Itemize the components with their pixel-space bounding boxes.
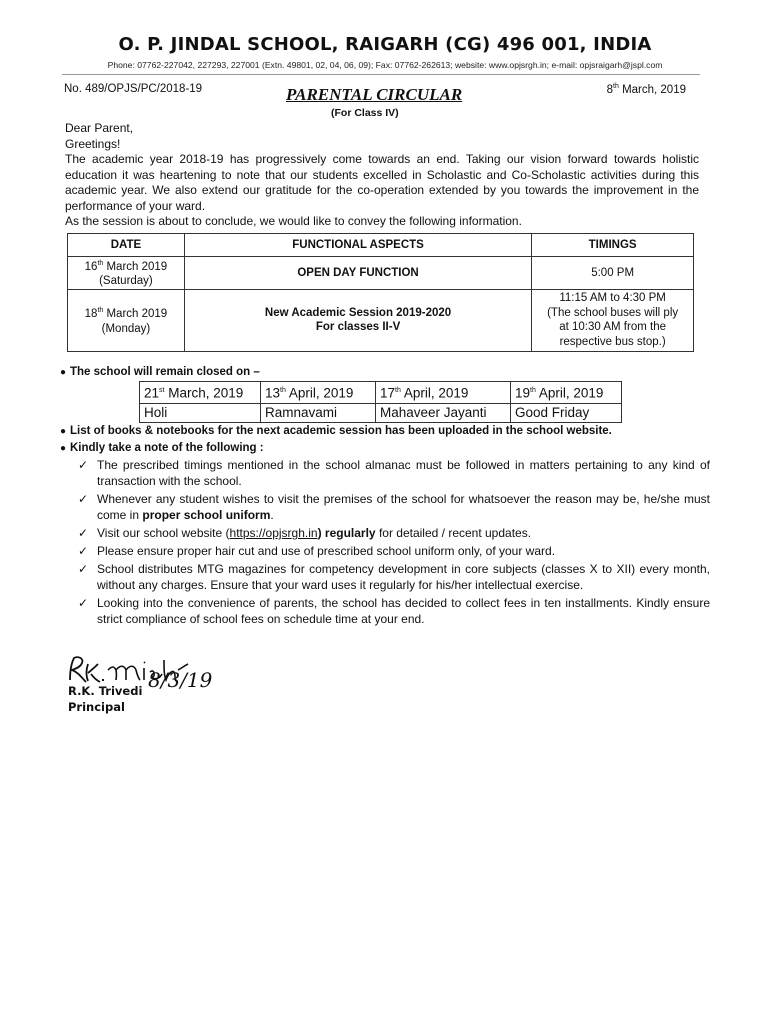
list-item: ✓ Whenever any student wishes to visit the premises of the school for whatsoever the reason may be, he/she must come in proper school uniform. bbox=[78, 492, 710, 522]
intro-sentence: As the session is about to conclude, we would like to convey the following information. bbox=[65, 214, 522, 228]
list-item: ✓ Visit our school website (https://opjsrgh.in) regularly for detailed / recent updates. bbox=[78, 526, 532, 540]
signature-date: 8/3/19 bbox=[148, 668, 213, 692]
bullet-icon: ● bbox=[60, 443, 67, 454]
notice-bullets bbox=[60, 364, 710, 381]
check-icon: ✓ bbox=[78, 458, 89, 472]
bullet-icon: ● bbox=[60, 426, 67, 437]
holiday-name: Ramnavami bbox=[261, 403, 376, 422]
school-name: O. P. JINDAL SCHOOL, RAIGARH (CG) 496 001, INDIA bbox=[118, 34, 652, 55]
list-item: ✓ Looking into the convenience of parents, the school has decided to collect fees in ten installments. Kindly ensure strict compliance of school fees on schedule time at your end. bbox=[78, 596, 710, 626]
holiday-name: Mahaveer Jayanti bbox=[376, 403, 511, 422]
row-date: 18th March 2019 (Monday) bbox=[68, 289, 185, 351]
intro-paragraph: The academic year 2018-19 has progressively come towards an end. Taking our vision forward towards holistic education it was heartening to note that our students excelled in Scholastic and Co-Scholastic activities during this academic year. We also extend our gratitude for the co-operation extended by you towards the improvement in the performance of your ward. bbox=[65, 152, 699, 213]
row-timing: 11:15 AM to 4:30 PM (The school buses will ply at 10:30 AM from the respective bus stop.) bbox=[532, 289, 694, 351]
notice-bullets-2 bbox=[60, 423, 710, 457]
list-item: ✓ The prescribed timings mentioned in the school almanac must be followed in matters pertaining to any kind of transaction with the school. bbox=[78, 458, 710, 488]
table-row bbox=[68, 257, 694, 290]
salutation: Dear Parent, bbox=[65, 121, 134, 135]
check-icon: ✓ bbox=[78, 596, 89, 610]
instruction-list bbox=[78, 457, 710, 629]
check-icon: ✓ bbox=[78, 526, 89, 540]
circular-subtitle: (For Class IV) bbox=[331, 107, 399, 119]
schedule-table bbox=[67, 233, 694, 352]
schedule-header-row bbox=[68, 234, 694, 257]
holiday-name: Good Friday bbox=[511, 403, 622, 422]
table-row bbox=[68, 289, 694, 351]
holiday-date: 21st March, 2019 bbox=[140, 382, 261, 404]
header-date: DATE bbox=[68, 234, 185, 257]
list-item: ● Kindly take a note of the following : bbox=[60, 440, 710, 457]
header-divider bbox=[62, 74, 700, 75]
check-icon: ✓ bbox=[78, 562, 89, 576]
holiday-date-row bbox=[140, 382, 622, 404]
school-website-link[interactable]: https://opjsrgh.in bbox=[229, 526, 318, 540]
list-item: ✓ Please ensure proper hair cut and use of prescribed school uniform only, of your ward. bbox=[78, 544, 556, 558]
circular-title: PARENTAL CIRCULAR bbox=[286, 85, 463, 104]
holiday-table bbox=[139, 381, 622, 423]
check-icon: ✓ bbox=[78, 544, 89, 558]
holiday-name-row bbox=[140, 403, 622, 422]
row-date: 16th March 2019 (Saturday) bbox=[68, 257, 185, 290]
holiday-date: 17th April, 2019 bbox=[376, 382, 511, 404]
holiday-name: Holi bbox=[140, 403, 261, 422]
principal-title: Principal bbox=[68, 700, 125, 714]
greeting: Greetings! bbox=[65, 136, 121, 151]
holiday-date: 13th April, 2019 bbox=[261, 382, 376, 404]
header-aspect: FUNCTIONAL ASPECTS bbox=[184, 234, 531, 257]
circular-date: 8th March, 2019 bbox=[606, 83, 686, 96]
reference-number: No. 489/OPJS/PC/2018-19 bbox=[64, 83, 203, 95]
row-aspect: OPEN DAY FUNCTION bbox=[184, 257, 531, 290]
principal-name: R.K. Trivedi bbox=[68, 684, 143, 698]
contact-line: Phone: 07762-227042, 227293, 227001 (Extn. 49801, 02, 04, 06, 09); Fax: 07762-262613; website: www.opjsrgh.in; e-mail: opjsraigarh@jspl.com bbox=[107, 60, 663, 70]
bullet-icon: ● bbox=[60, 367, 67, 378]
check-icon: ✓ bbox=[78, 492, 89, 506]
holiday-date: 19th April, 2019 bbox=[511, 382, 622, 404]
list-item: ● The school will remain closed on – bbox=[60, 364, 710, 381]
list-item: ✓ School distributes MTG magazines for competency development in core subjects (classes X to XII) every month, without any charges. Ensure that your ward uses it regularly for his/her intellectual exercise. bbox=[78, 562, 710, 592]
header-timings: TIMINGS bbox=[532, 234, 694, 257]
list-item: ● List of books & notebooks for the next academic session has been uploaded in the school website. bbox=[60, 423, 710, 440]
letter-body bbox=[65, 121, 699, 230]
signature-block bbox=[64, 654, 213, 714]
row-timing: 5:00 PM bbox=[532, 257, 694, 290]
row-aspect: New Academic Session 2019-2020 For classes II-V bbox=[184, 289, 531, 351]
